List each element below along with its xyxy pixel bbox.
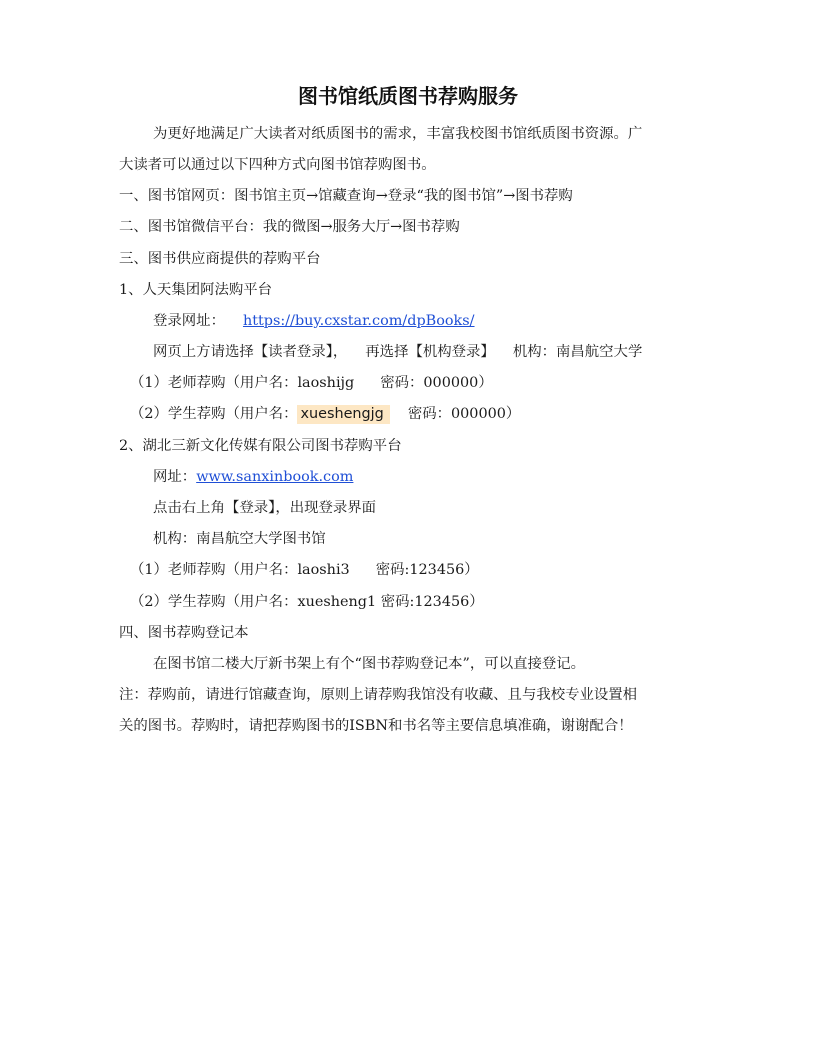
note-line-2: 关的图书。荐购时，请把荐购图书的ISBN和书名等主要信息填准确，谢谢配合！ xyxy=(119,718,633,734)
intro-line-2: 大读者可以通过以下四种方式向图书馆荐购图书。 xyxy=(119,157,436,173)
platform-2-teacher-account xyxy=(130,560,479,580)
section-3-supplier-platforms: 三、图书供应商提供的荐购平台 xyxy=(119,251,321,267)
platform-2-student-account: （2）学生荐购（用户名：xuesheng1 密码:123456） xyxy=(130,594,484,610)
section-1-library-website: 一、图书馆网页：图书馆主页→馆藏查询→登录“我的图书馆”→图书荐购 xyxy=(119,188,573,204)
sanxinbook-link[interactable]: www.sanxinbook.com xyxy=(196,469,354,485)
teacher-username: （1）老师荐购（用户名：laoshi3 xyxy=(130,562,350,578)
platform-1-heading: 1、人天集团阿法购平台 xyxy=(119,282,273,298)
url-label: 登录网址： xyxy=(153,313,225,329)
platform-1-instruction xyxy=(153,342,642,362)
note-line-1: 注：荐购前，请进行馆藏查询，原则上请荐购我馆没有收藏、且与我校专业设置相 xyxy=(119,687,638,703)
teacher-password: 密码：000000） xyxy=(380,375,493,391)
section-2-wechat-platform: 二、图书馆微信平台：我的微图→服务大厅→图书荐购 xyxy=(119,219,460,235)
cxstar-link[interactable]: https://buy.cxstar.com/dpBooks/ xyxy=(242,313,475,329)
platform-2-heading: 2、湖北三新文化传媒有限公司图书荐购平台 xyxy=(119,438,402,454)
platform-2-institution: 机构：南昌航空大学图书馆 xyxy=(153,531,326,547)
platform-2-url-line xyxy=(153,467,353,487)
institution-text: 机构：南昌航空大学 xyxy=(512,344,643,360)
student-password: 密码：000000） xyxy=(407,406,521,422)
platform-1-student-account xyxy=(130,404,520,424)
student-username-highlight: xueshengjg xyxy=(297,405,389,424)
teacher-username: （1）老师荐购（用户名：laoshijg xyxy=(130,375,355,391)
student-username-prefix: （2）学生荐购（用户名： xyxy=(130,406,298,422)
page-title: 图书馆纸质图书荐购服务 xyxy=(298,84,518,108)
section-4-text: 在图书馆二楼大厅新书架上有个“图书荐购登记本”，可以直接登记。 xyxy=(153,656,586,672)
platform-2-instruction: 点击右上角【登录】，出现登录界面 xyxy=(153,500,377,516)
intro-line-1: 为更好地满足广大读者对纸质图书的需求，丰富我校图书馆纸质图书资源。广 xyxy=(153,126,643,142)
instruction-reader-login: 网页上方请选择【读者登录】， xyxy=(153,344,348,360)
teacher-password: 密码:123456） xyxy=(375,562,479,578)
platform-1-teacher-account xyxy=(130,373,493,393)
instruction-institution-login: 再选择【机构登录】 xyxy=(365,344,495,360)
section-4-register-book: 四、图书荐购登记本 xyxy=(119,625,249,641)
platform-1-url-line xyxy=(153,311,475,331)
url-label: 网址： xyxy=(153,469,197,485)
